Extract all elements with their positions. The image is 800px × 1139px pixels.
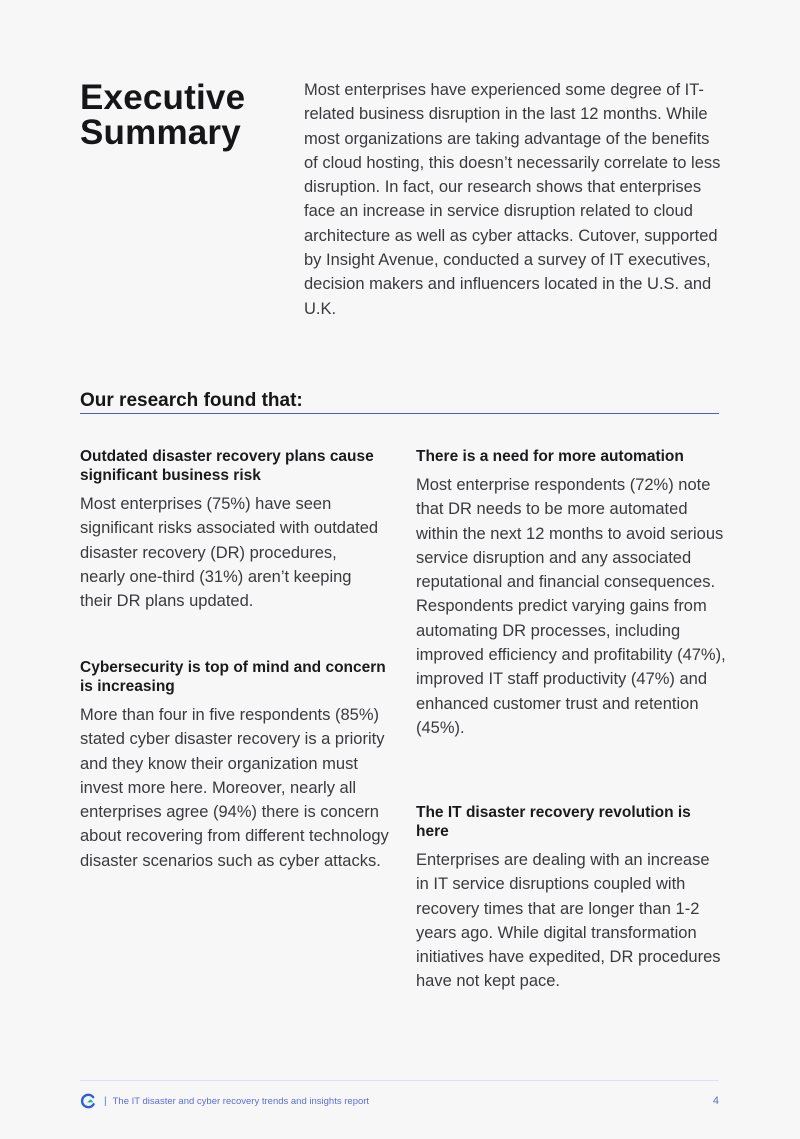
finding-body: Most enterprises (75%) have seen significant risks associated with outdated disaster recovery (DR) procedures, nearly one-third (31%) aren’t keeping their DR plans updated. — [80, 495, 379, 611]
finding-body: Enterprises are dealing with an increase in IT service disruptions coupled with recovery times that are longer than 1-2 years ago. While digital transformation initiatives have expedited, DR procedures have not kept pace. — [416, 851, 721, 991]
finding-cybersecurity — [80, 658, 390, 873]
finding-body: More than four in five respondents (85%) stated cyber disaster recovery is a priority and they know their organization must invest more here. Moreover, nearly all enterprises agree (94%) there is concern about recovering from different technology disaster scenarios such as cyber attacks. — [80, 706, 389, 870]
finding-body: Most enterprise respondents (72%) note that DR needs to be more automated within the next 12 months to avoid serious service disruption and any associated reputational and financial consequences. Respondents predict varying gains from automating DR processes, including improved efficiency and profitability (47%), improved IT staff productivity (47%) and enhanced customer trust and retention (45%). — [416, 476, 726, 737]
page-title: Executive Summary — [80, 78, 246, 152]
page-number: 4 — [712, 1095, 719, 1107]
cutover-logo-icon — [80, 1093, 96, 1109]
finding-heading: The IT disaster recovery revolution is here — [416, 804, 691, 840]
page-footer — [80, 1092, 719, 1110]
finding-outdated-dr-plans — [80, 447, 385, 613]
intro-paragraph: Most enterprises have experienced some degree of IT-related business disruption in the last 12 months. While most organizations are taking advantage of the benefits of cloud hosting, this doesn’t necessarily correlate to less disruption. In fact, our research shows that enterprises face an increase in service disruption related to cloud architecture as well as cyber attacks. Cutover, supported by Insight Avenue, conducted a survey of IT executives, decision makers and influencers located in the U.S. and U.K. — [304, 81, 721, 318]
footer-separator: | — [104, 1095, 107, 1107]
findings-heading: Our research found that: — [80, 390, 719, 414]
finding-heading: There is a need for more automation — [416, 448, 684, 465]
finding-heading: Outdated disaster recovery plans cause significant business risk — [80, 448, 374, 484]
finding-heading: Cybersecurity is top of mind and concern is increasing — [80, 659, 386, 695]
finding-automation — [416, 447, 726, 740]
footer-divider — [80, 1080, 719, 1081]
footer-report-name: The IT disaster and cyber recovery trends and insights report — [112, 1095, 370, 1107]
finding-dr-revolution — [416, 803, 726, 994]
